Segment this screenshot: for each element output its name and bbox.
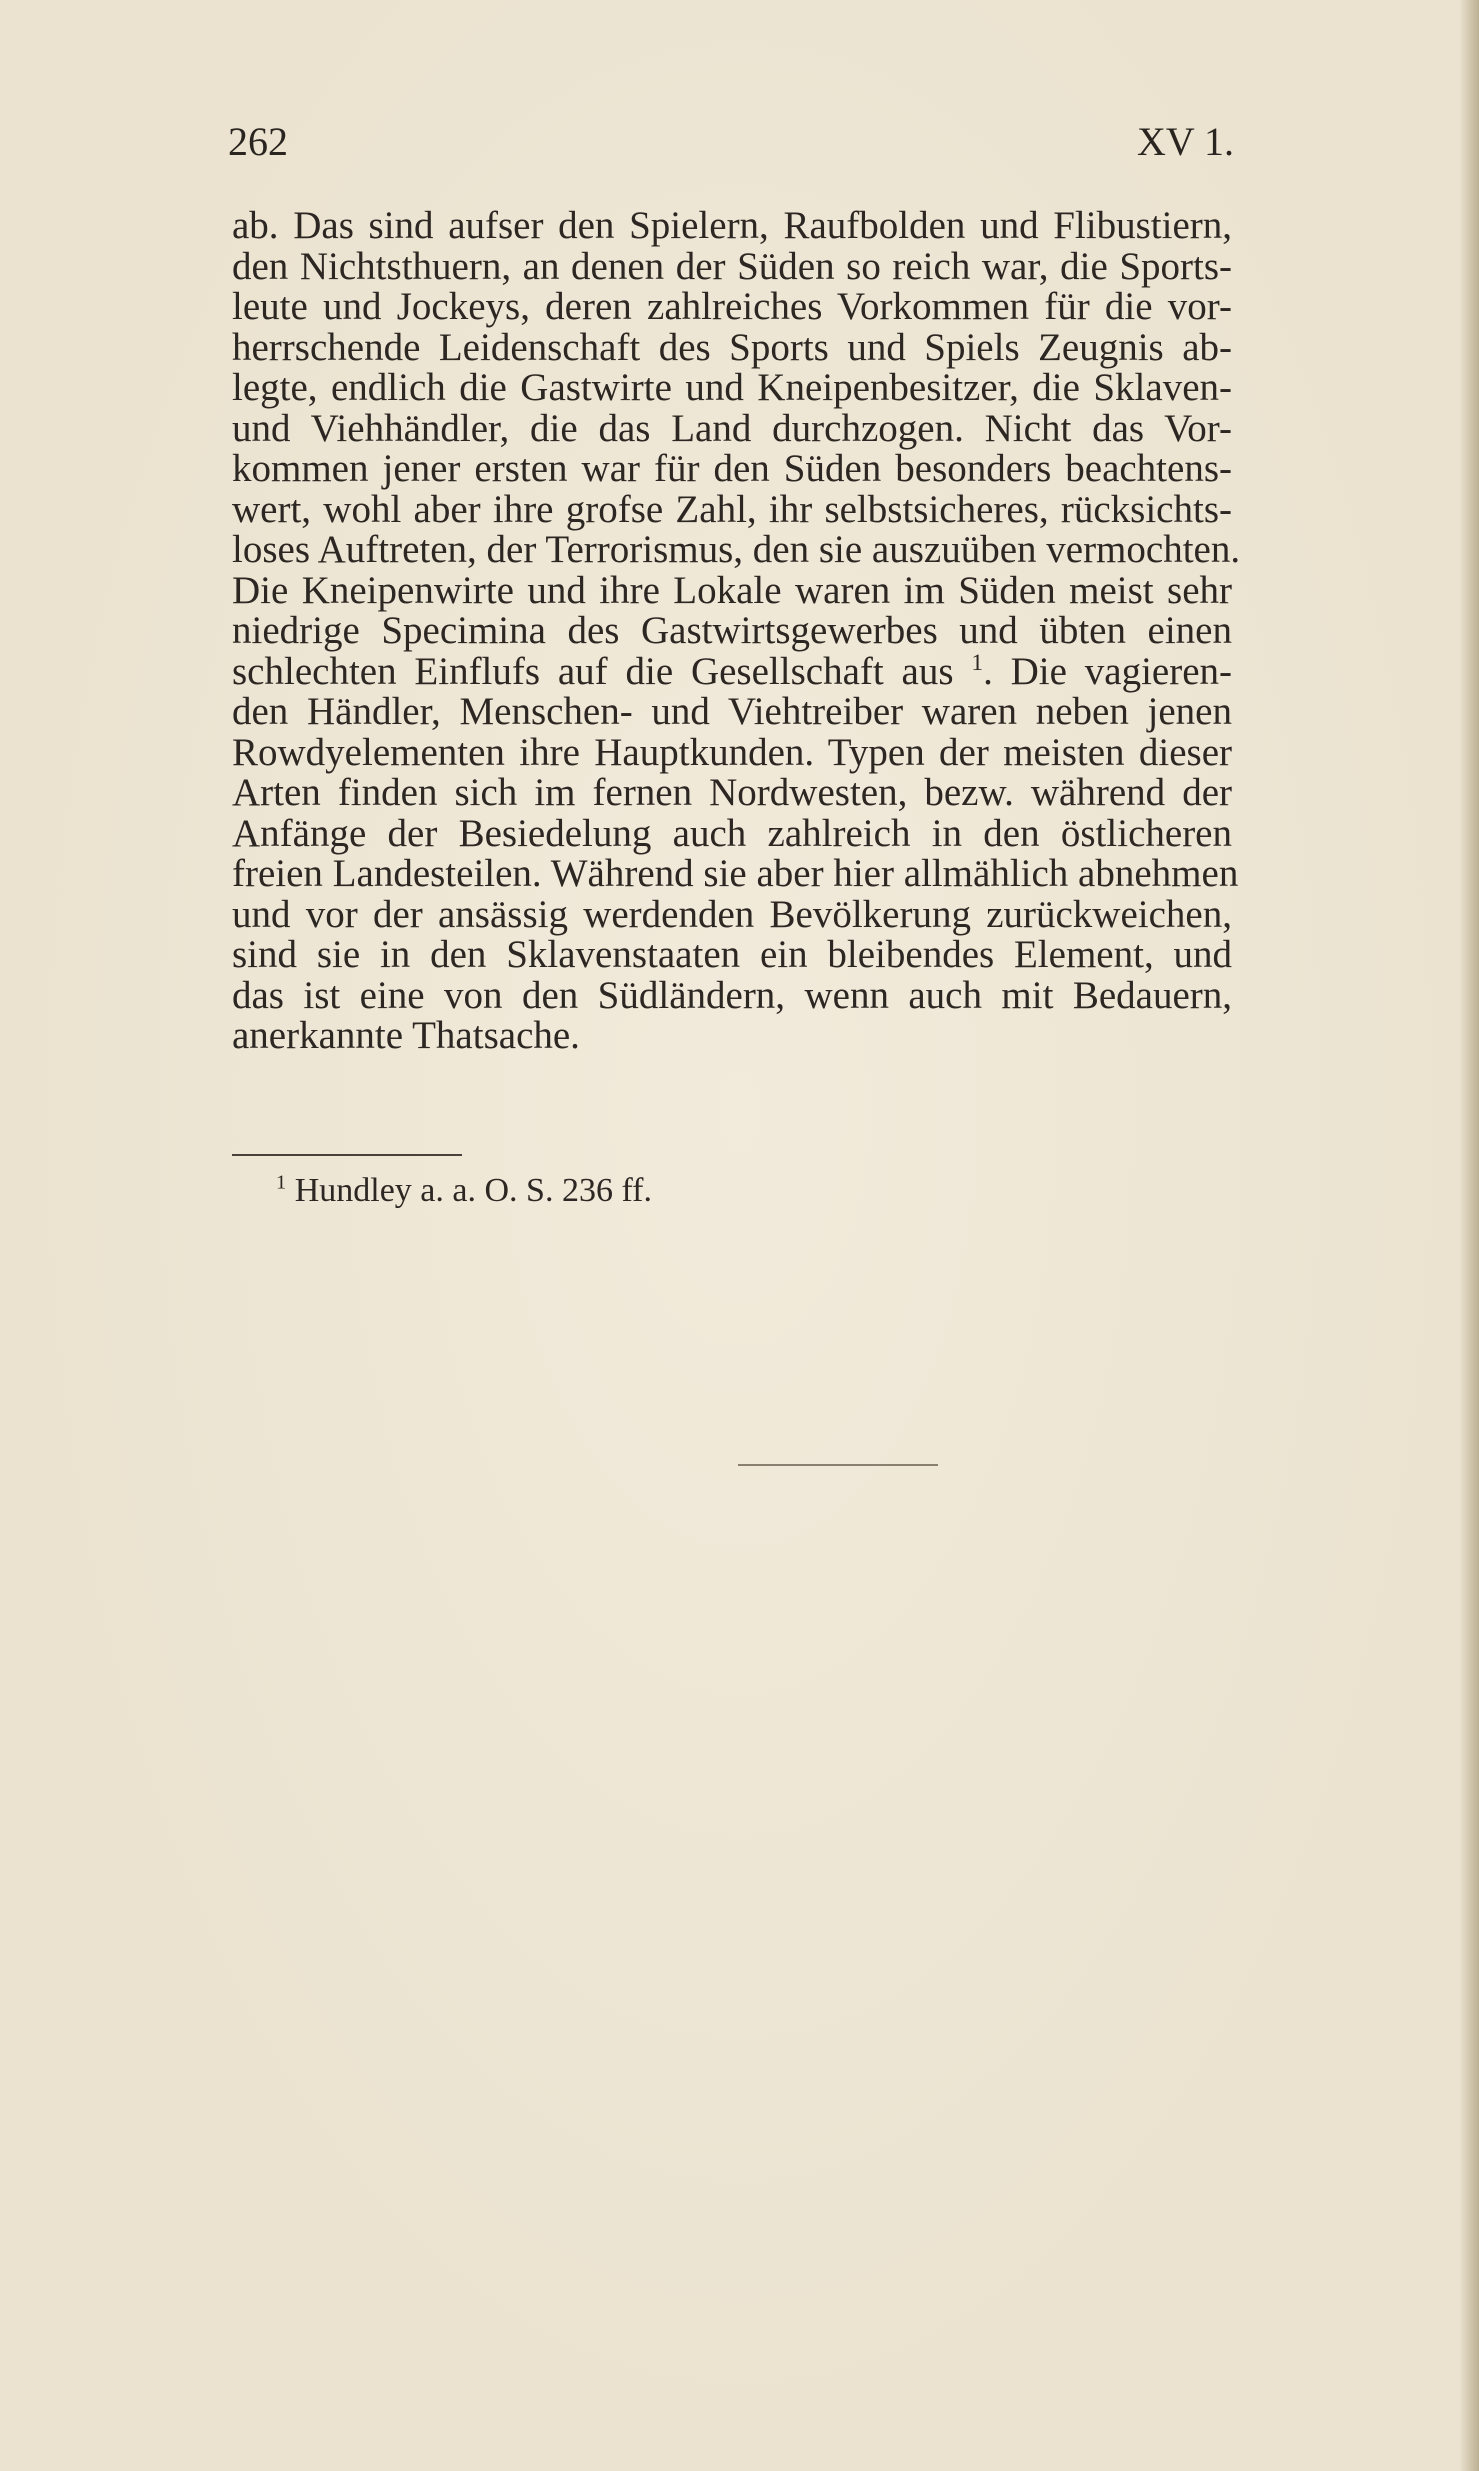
- text-line: sind sie in den Sklavenstaaten ein bleibendes Element, und: [232, 933, 1232, 976]
- text-line-with-note: [232, 649, 1233, 693]
- footnote: [276, 1172, 652, 1210]
- footnote-reference[interactable]: 1: [971, 649, 984, 676]
- text-line: loses Auftreten, der Terrorismus, den sie auszuüben vermochten.: [232, 528, 1241, 571]
- page-number: 262: [228, 119, 288, 164]
- text-line-part: schlechten Einflufs auf die Gesellschaft aus: [232, 649, 954, 693]
- text-line: und vor der ansässig werdenden Bevölkerung zurückweichen,: [232, 892, 1232, 936]
- footnote-marker: 1: [276, 1171, 287, 1194]
- body-text: [232, 204, 1241, 1057]
- text-line: das ist eine von den Südländern, wenn auch mit Bedauern,: [232, 973, 1232, 1017]
- text-line: ab. Das sind aufser den Spielern, Raufbolden und Flibustiern,: [232, 204, 1232, 247]
- text-line: Arten finden sich im fernen Nordwesten, bezw. während der: [232, 771, 1232, 814]
- text-line: niedrige Specimina des Gastwirtsgewerbes und übten einen: [232, 609, 1232, 652]
- page-edge-shadow: [1459, 0, 1479, 2471]
- text-line: herrschende Leidenschaft des Sports und Spiels Zeugnis ab-: [232, 325, 1232, 369]
- text-line: wert, wohl aber ihre grofse Zahl, ihr selbstsicheres, rücksichts-: [232, 487, 1232, 531]
- text-line: anerkannte Thatsache.: [232, 1014, 580, 1057]
- text-line: legte, endlich die Gastwirte und Kneipenbesitzer, die Sklaven-: [232, 366, 1232, 409]
- running-head: [228, 118, 1234, 174]
- footnote-separator: [232, 1154, 462, 1156]
- text-line: leute und Jockeys, deren zahlreiches Vorkommen für die vor-: [232, 285, 1232, 328]
- text-line-part: . Die vagieren-: [983, 649, 1233, 693]
- text-line: den Händler, Menschen- und Viehtreiber waren neben jenen: [232, 690, 1232, 733]
- text-line: Anfänge der Besiedelung auch zahlreich in den östlicheren: [232, 811, 1232, 855]
- text-line: kommen jener ersten war für den Süden besonders beachtens-: [232, 447, 1232, 490]
- text-line: Rowdyelementen ihre Hauptkunden. Typen der meisten dieser: [232, 730, 1232, 774]
- footnote-text: Hundley a. a. O. S. 236 ff.: [294, 1172, 652, 1209]
- text-line: den Nichtsthuern, an denen der Süden so reich war, die Sports-: [232, 244, 1232, 288]
- text-line: und Viehhändler, die das Land durchzogen. Nicht das Vor-: [232, 406, 1232, 450]
- text-line: Die Kneipenwirte und ihre Lokale waren im Süden meist sehr: [232, 568, 1232, 612]
- end-rule: [738, 1464, 938, 1466]
- section-number: XV 1.: [1136, 119, 1234, 164]
- text-line: freien Landesteilen. Während sie aber hier allmählich abnehmen: [232, 852, 1239, 895]
